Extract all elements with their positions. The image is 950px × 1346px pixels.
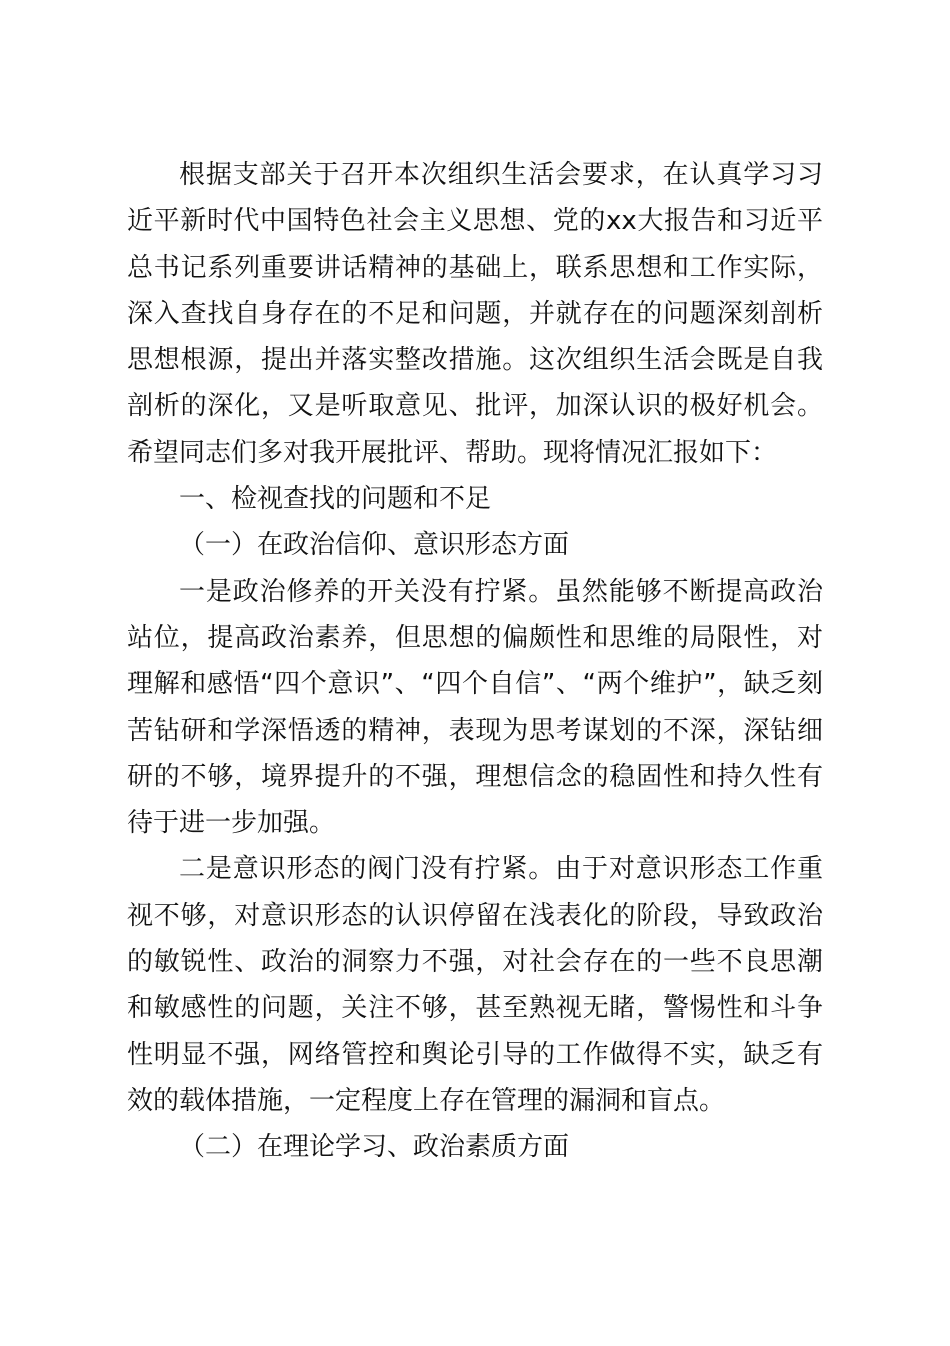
intro-paragraph: 根据支部关于召开本次组织生活会要求，在认真学习习近平新时代中国特色社会主义思想、党的xx大报告和习近平总书记系列重要讲话精神的基础上，联系思想和工作实际，深入查找自身存在的不足和问题，并就存在的问题深刻剖析思想根源，提出并落实整改措施。这次组织生活会既是自我剖析的深化，又是听取意见、批评，加深认识的极好机会。希望同志们多对我开展批评、帮助。现将情况汇报如下： (127, 160, 823, 468)
subsection-heading-1: （一）在政治信仰、意识形态方面 (179, 530, 570, 561)
body-paragraph-1: 一是政治修养的开关没有拧紧。虽然能够不断提高政治站位，提高政治素养，但思想的偏颇性和思维的局限性，对理解和感悟“四个意识”、“四个自信”、“两个维护”，缺乏刻苦钻研和学深悟透的精神，表现为思考谋划的不深，深钻细研的不够，境界提升的不强，理想信念的稳固性和持久性有待于进一步加强。 (127, 576, 823, 839)
body-paragraph-2: 二是意识形态的阀门没有拧紧。由于对意识形态工作重视不够，对意识形态的认识停留在浅表化的阶段，导致政治的敏锐性、政治的洞察力不强，对社会存在的一些不良思潮和敏感性的问题，关注不够，甚至熟视无睹，警惕性和斗争性明显不强，网络管控和舆论引导的工作做得不实，缺乏有效的载体措施，一定程度上存在管理的漏洞和盲点。 (127, 854, 823, 1116)
section-heading-1: 一、检视查找的问题和不足 (179, 484, 492, 515)
document-body (127, 152, 823, 1171)
subsection-heading-2: （二）在理论学习、政治素质方面 (179, 1132, 570, 1163)
